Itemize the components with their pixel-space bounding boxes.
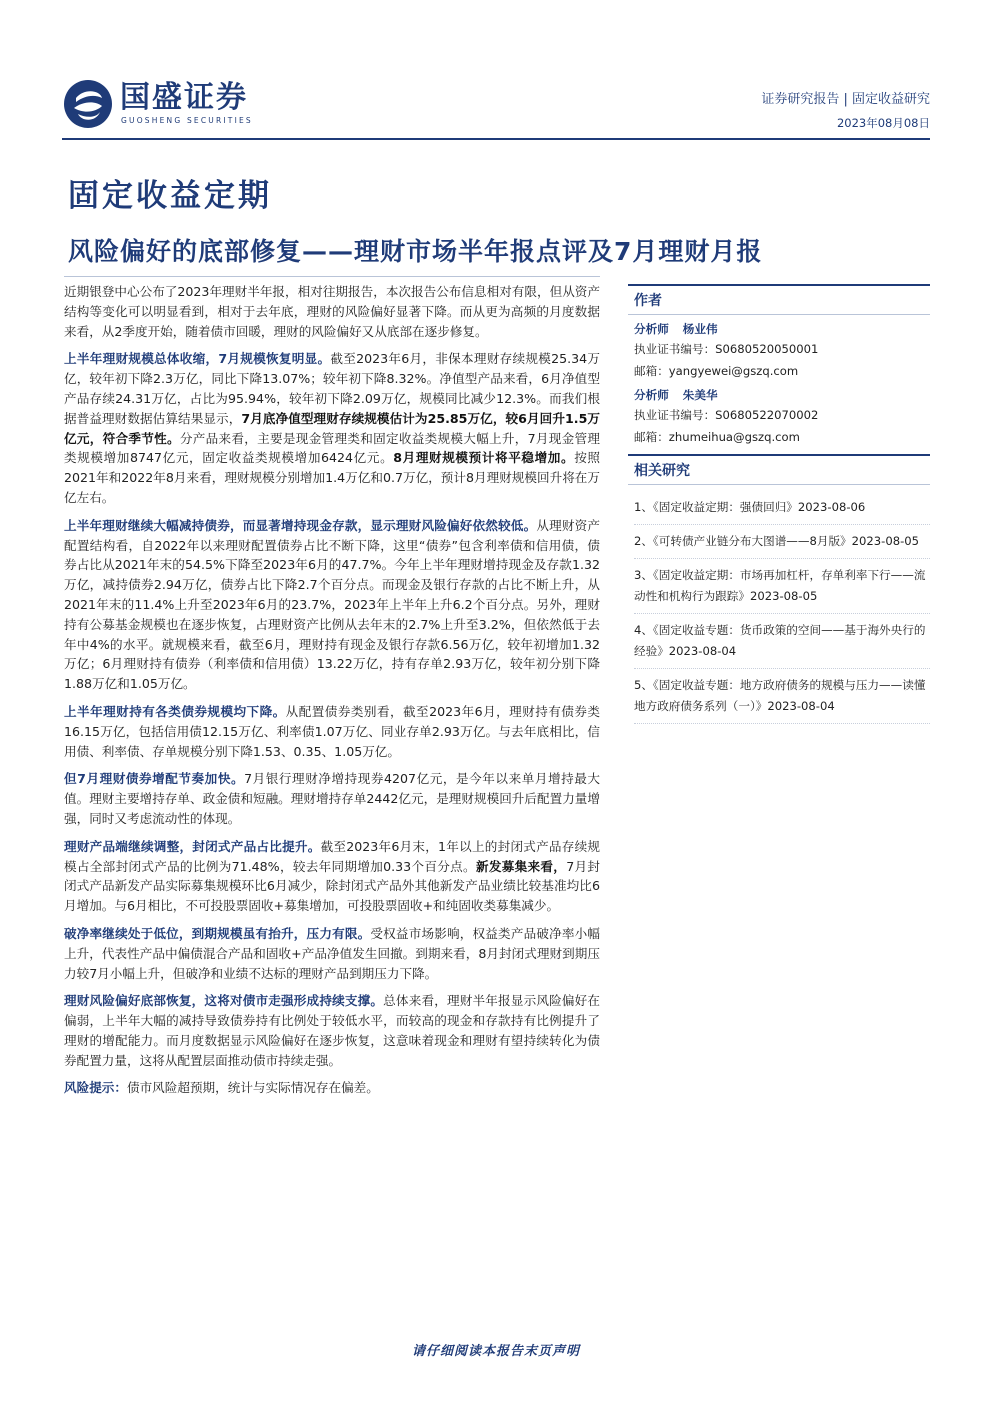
summary-paragraph-nav <box>64 924 600 983</box>
related-report-link[interactable]: 1、《固定收益定期：强债回归》2023-08-06 <box>634 491 930 525</box>
guosheng-logo-icon <box>62 78 114 130</box>
report-date: 2023年08月08日 <box>836 116 930 130</box>
summary-paragraph-bond-holdings <box>64 702 600 761</box>
cert-label: 执业证书编号： <box>634 342 716 356</box>
cert-label: 执业证书编号： <box>634 408 716 422</box>
authors-heading: 作者 <box>628 284 930 315</box>
paragraph-emphasis: 新发募集来看， <box>475 858 567 874</box>
paragraph-text: 7月银行理财净增持现券4207亿元，是今年以来单月增持最大值。理财主要增持存单、政金债和短融。理财增持存单2442亿元，是理财规模回升后配置力量增强，同时又考虑流动性的体现。 <box>64 771 600 826</box>
author-1-cert <box>634 340 930 359</box>
brand-name: 国盛证券 <box>120 80 248 115</box>
related-report-link[interactable]: 2、《可转债产业链分布大图谱——8月版》2023-08-05 <box>634 525 930 559</box>
series-title: 固定收益定期 <box>68 178 272 214</box>
report-type-line <box>761 88 930 107</box>
report-type: 证券研究报告 <box>761 92 840 107</box>
paragraph-text: 按照2021年和2022年8月来看，理财规模分别增加1.4万亿和0.7万亿，预计8月理财规模回升将在万亿左右。 <box>64 450 600 505</box>
risk-warning-label: 风险提示： <box>64 1080 127 1096</box>
paragraph-text: 受权益市场影响，权益类产品破净率小幅上升，代表性产品中偏债混合产品和固收+产品净值发生回撤。到期来看，8月封闭式理财到期压力较7月小幅上升，但破净和业绩不达标的理财产品到期压力下降。 <box>64 925 601 981</box>
author-name: 朱美华 <box>682 388 718 402</box>
paragraph-text: 截至2023年6月末，1年以上的封闭式产品存续规模占全部封闭式产品的比例为71.48%，较去年同期增加0.33个百分点。 <box>64 838 601 874</box>
paragraph-heading: 破净率继续处于低位，到期规模虽有抬升，压力有限。 <box>64 925 371 941</box>
report-title: 风险偏好的底部修复——理财市场半年报点评及7月理财月报 <box>68 237 763 266</box>
summary-paragraph-intro <box>64 276 600 341</box>
summary-paragraph-allocation <box>64 516 600 694</box>
summary-paragraph-products <box>64 837 600 916</box>
risk-warning-text: 债市风险超预期，统计与实际情况存在偏差。 <box>126 1080 379 1096</box>
author-name: 杨业伟 <box>682 322 718 336</box>
report-summary <box>64 276 600 1106</box>
author-2-email <box>634 428 930 447</box>
paragraph-text: 总体来看，理财半年报显示风险偏好在偏弱，上半年大幅的减持导致债券持有比例处于较低水平，而较高的现金和存款持有比例提升了理财的增配能力。而月度数据显示风险偏好在逐步恢复，这意味着现金和理财有望持续转化为债券配置力量，这将从配置层面推动债市持续走强。 <box>64 993 601 1068</box>
author-role: 分析师 <box>634 388 669 402</box>
risk-warning <box>64 1078 600 1098</box>
paragraph-text: 7月封闭式产品新发产品实际募集规模环比6月减少，除封闭式产品外其他新发产品业绩比较基准均比6月增加。与6月相比，不可投股票固收+募集增加，可投股票固收+和纯固收类募集减少。 <box>64 858 601 914</box>
cert-number: S0680520050001 <box>715 342 819 356</box>
page-footer: 请仔细阅读本报告末页声明 <box>411 1344 580 1359</box>
related-report-link[interactable]: 4、《固定收益专题：货币政策的空间——基于海外央行的经验》2023-08-04 <box>634 614 930 669</box>
brand-subtitle: GUOSHENG SECURITIES <box>121 116 253 125</box>
sidebar <box>628 284 930 724</box>
paragraph-heading: 上半年理财规模总体收缩，7月规模恢复明显。 <box>64 351 331 367</box>
header-separator: | <box>843 92 852 107</box>
header-divider <box>62 138 930 140</box>
paragraph-heading: 上半年理财继续大幅减持债券，而显著增持现金存款，显示理财风险偏好依然较低。 <box>64 517 537 533</box>
paragraph-heading: 上半年理财持有各类债券规模均下降。 <box>64 703 286 719</box>
author-2-cert <box>634 406 930 425</box>
paragraph-text: 近期银登中心公布了2023年理财半年报，相对往期报告，本次报告公布信息相对有限，但从资产结构等变化可以明显看到，相对于去年底，理财的风险偏好显著下降。而从更为高频的月度数据来看，从2季度开始，随着债市回暖，理财的风险偏好又从底部在逐步修复。 <box>64 284 600 339</box>
email-link[interactable]: yangyewei@gszq.com <box>668 364 799 378</box>
summary-paragraph-scale <box>64 349 600 507</box>
report-category: 固定收益研究 <box>851 92 930 107</box>
paragraph-text: 从配置债券类别看，截至2023年6月，理财持有债券类16.15万亿，包括信用债12.15万亿、利率债1.07万亿、同业存单2.93万亿。与去年底相比，信用债、利率债、存单规模分别下降1.53、0.35、1.05万亿。 <box>64 703 600 759</box>
author-1 <box>634 321 930 337</box>
paragraph-heading: 理财产品端继续调整，封闭式产品占比提升。 <box>64 838 321 854</box>
cert-number: S0680522070002 <box>715 408 819 422</box>
paragraph-text: 分产品来看，主要是现金管理类和固定收益类规模大幅上升，7月现金管理类规模增加8747亿元，固定收益类规模增加6424亿元。 <box>64 430 601 466</box>
email-label: 邮箱： <box>634 430 669 444</box>
summary-paragraph-conclusion <box>64 991 600 1070</box>
email-link[interactable]: zhumeihua@gszq.com <box>668 430 800 444</box>
paragraph-heading: 理财风险偏好底部恢复，这将对债市走强形成持续支撑。 <box>64 993 384 1009</box>
author-2 <box>634 387 930 403</box>
email-label: 邮箱： <box>634 364 669 378</box>
related-report-link[interactable]: 3、《固定收益定期：市场再加杠杆，存单利率下行——流动性和机构行为跟踪》2023-08-05 <box>634 559 930 614</box>
paragraph-text: 从理财资产配置结构看，自2022年以来理财配置债券占比不断下降，这里“债券”包含利率债和信用债，债券占比从2021年末的54.5%下降至2023年6月的47.7%。今年上半年理财增持现金及存款1.32万亿，减持债券2.94万亿，债券占比下降2.7个百分点。而现金及银行存款的占比不断上升，从2021年末的11.4%上升至2023年6月的23.7%，2023年上半年上升6.2个百分点。另外，理财持有公募基金规模也在逐步恢复，占理财资产比例从去年末的2.7%上升至3.2%，但依然低于去年中4%的水平。就规模来看，截至6月，理财持有现金及银行存款6.56万亿，较年初增加1.32万亿；6月理财持有债券（利率债和信用债）13.22万亿，持有存单2.93万亿，较年初分别下降1.88万亿和1.05万亿。 <box>64 517 601 692</box>
author-role: 分析师 <box>634 322 669 336</box>
paragraph-emphasis: 7月底净值型理财存续规模估计为25.85万亿，较6月回升1.5万亿元，符合季节性。 <box>64 410 601 446</box>
author-1-email <box>634 362 930 381</box>
paragraph-emphasis: 8月理财规模预计将平稳增加。 <box>393 450 575 466</box>
paragraph-text: 截至2023年6月，非保本理财存续规模25.34万亿，较年初下降2.3万亿，同比下降13.07%；较年初下降8.32%。净值型产品来看，6月净值型产品存续24.31万亿，占比为95.94%，较年初下降2.09万亿，规模同比减少12.3%。而我们根据普益理财数据估算结果显示， <box>64 351 601 426</box>
related-report-link[interactable]: 5、《固定收益专题：地方政府债务的规模与压力——读懂地方政府债务系列（一）》2023-08-04 <box>634 669 930 724</box>
summary-paragraph-july-buying <box>64 769 600 828</box>
related-research-heading: 相关研究 <box>628 454 930 485</box>
paragraph-heading: 但7月理财债券增配节奏加快。 <box>64 771 245 787</box>
